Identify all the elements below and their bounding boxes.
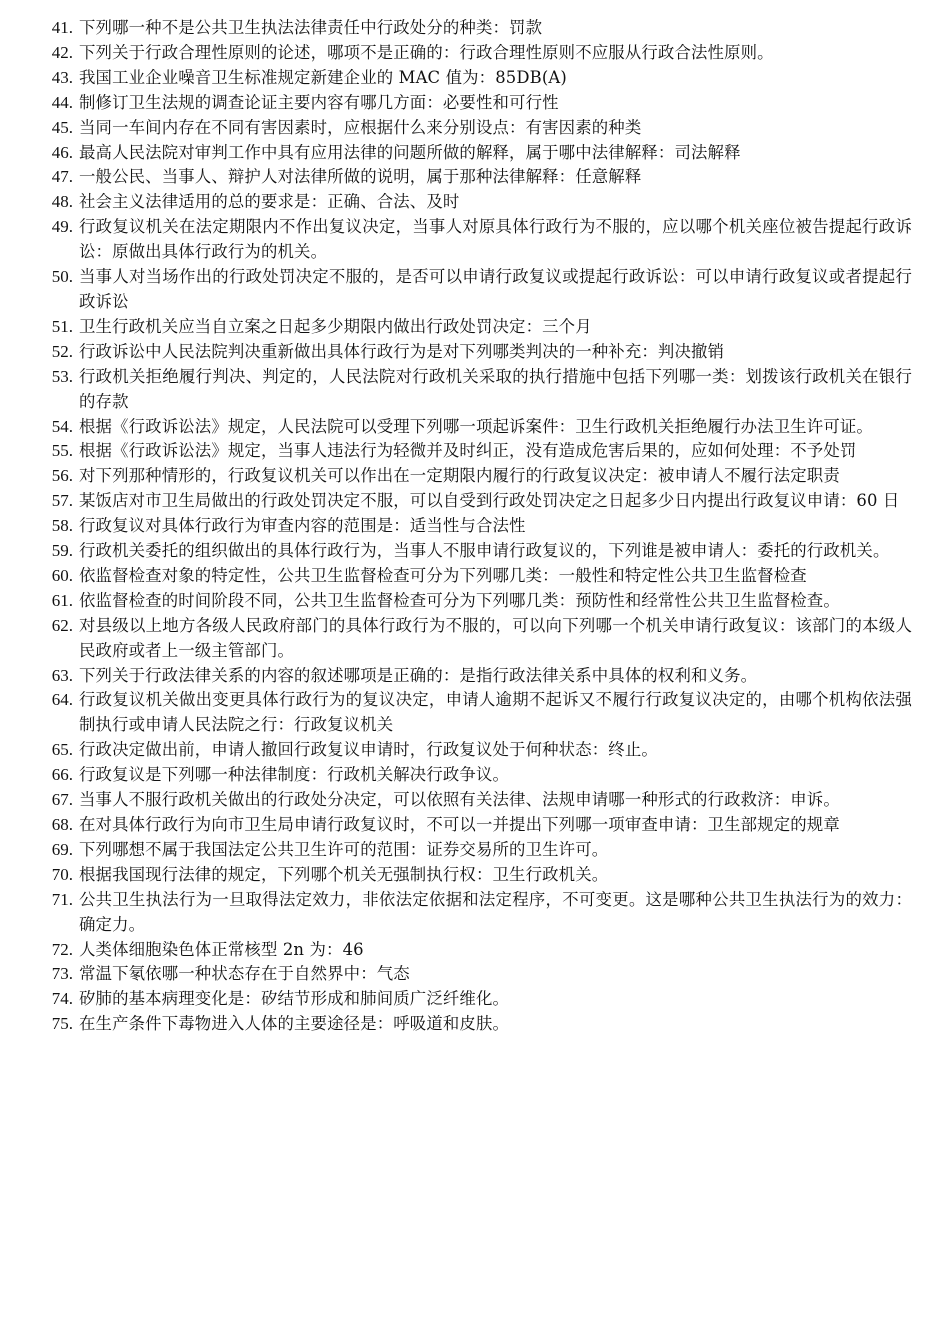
item-number: 63. [51,665,73,685]
list-item [38,16,912,41]
item-text: 行政机关拒绝履行判决、判定的，人民法院对行政机关采取的执行措施中包括下列哪一类：划拨该行政机关在银行的存款 [79,366,912,411]
item-number: 75. [51,1014,73,1034]
item-number: 68. [51,815,73,834]
item-number: 45. [51,117,73,137]
item-text: 行政机关委托的组织做出的具体行政行为，当事人不服申请行政复议的，下列谁是被申请人：委托的行政机关。 [79,541,890,561]
item-text: 下列关于行政合理性原则的论述，哪项不是正确的：行政合理性原则不应服从行政合法性原则。 [79,42,774,62]
item-number: 46. [51,142,73,162]
list-item [38,813,912,838]
item-text: 当同一车间内存在不同有害因素时，应根据什么来分别设点：有害因素的种类 [79,117,642,137]
list-item [38,340,912,365]
list-item [38,838,912,863]
item-text: 对下列那种情形的，行政复议机关可以作出在一定期限内履行的行政复议决定：被申请人不履行法定职责 [79,466,840,486]
item-number: 49. [51,217,73,237]
item-number: 64. [51,690,73,710]
list-item [38,464,912,489]
list-item [38,415,912,440]
list-item [38,41,912,66]
item-text: 某饭店对市卫生局做出的行政处罚决定不服，可以自受到行政处罚决定之日起多少日内提出行政复议申请：60 日 [79,491,900,511]
list-item [38,91,912,116]
item-text: 根据我国现行法律的规定，下列哪个机关无强制执行权：卫生行政机关。 [79,864,609,884]
list-item [38,614,912,664]
list-item [38,190,912,215]
item-text: 行政决定做出前，申请人撤回行政复议申请时，行政复议处于何种状态：终止。 [79,740,658,760]
item-text: 对县级以上地方各级人民政府部门的具体行政行为不服的，可以向下列哪一个机关申请行政复议：该部门的本级人民政府或者上一级主管部门。 [79,615,912,660]
item-number: 53. [51,366,73,386]
item-text: 行政复议机关在法定期限内不作出复议决定，当事人对原具体行政行为不服的，应以哪个机关座位被告提起行政诉讼：原做出具体行政行为的机关。 [79,217,912,262]
item-number: 73. [51,964,73,984]
item-text: 当事人对当场作出的行政处罚决定不服的，是否可以申请行政复议或提起行政诉讼：可以申请行政复议或者提起行政诉讼 [79,267,912,311]
list-item [38,738,912,763]
list-item [38,215,912,265]
item-text: 矽肺的基本病理变化是：矽结节形成和肺间质广泛纤维化。 [79,989,510,1009]
list-item [38,763,912,788]
list-item [38,141,912,166]
list-item [38,788,912,813]
item-number: 70. [51,864,73,884]
item-text: 一般公民、当事人、辩护人对法律所做的说明，属于那种法律解释：任意解释 [79,167,642,187]
item-text: 行政复议是下列哪一种法律制度：行政机关解决行政争议。 [79,765,510,785]
item-number: 74. [51,989,73,1009]
item-number: 41. [51,18,73,37]
item-number: 58. [51,516,73,536]
list-item [38,1012,912,1037]
item-number: 44. [51,92,73,112]
item-text: 行政复议对具体行政行为审查内容的范围是：适当性与合法性 [79,516,526,536]
item-text: 行政诉讼中人民法院判决重新做出具体行政行为是对下列哪类判决的一种补充：判决撤销 [79,341,725,361]
item-number: 57. [51,491,73,511]
list-item [38,315,912,340]
item-number: 47. [51,167,73,187]
item-number: 56. [51,466,73,486]
item-text: 在对具体行政行为向市卫生局申请行政复议时，不可以一并提出下列哪一项审查申请：卫生部规定的规章 [79,815,840,834]
item-text: 下列关于行政法律关系的内容的叙述哪项是正确的：是指行政法律关系中具体的权利和义务。 [79,665,758,685]
item-number: 50. [51,267,73,287]
item-number: 54. [51,416,73,436]
item-text: 人类体细胞染色体正常核型 2n 为：46 [79,939,364,959]
list-item [38,66,912,91]
item-text: 最高人民法院对审判工作中具有应用法律的问题所做的解释，属于哪中法律解释：司法解释 [79,142,741,162]
list-item [38,962,912,987]
list-item [38,888,912,938]
item-number: 55. [51,441,73,461]
list-item [38,564,912,589]
item-number: 42. [51,42,73,62]
item-number: 65. [51,740,73,760]
item-number: 61. [51,590,73,610]
item-text: 根据《行政诉讼法》规定，人民法院可以受理下列哪一项起诉案件：卫生行政机关拒绝履行办法卫生许可证。 [79,416,873,436]
list-item [38,489,912,514]
item-text: 我国工业企业噪音卫生标准规定新建企业的 MAC 值为：85DB(A) [79,67,567,87]
item-text: 常温下氡依哪一种状态存在于自然界中：气态 [79,964,410,984]
item-text: 当事人不服行政机关做出的行政处分决定，可以依照有关法律、法规申请哪一种形式的行政救济：申诉。 [79,790,840,810]
list-item [38,365,912,415]
item-number: 60. [51,565,73,585]
item-text: 下列哪想不属于我国法定公共卫生许可的范围：证券交易所的卫生许可。 [79,839,609,859]
item-number: 43. [51,67,73,87]
list-item [38,688,912,738]
item-number: 66. [51,765,73,785]
item-text: 行政复议机关做出变更具体行政行为的复议决定，申请人逾期不起诉又不履行行政复议决定的，由哪个机构依法强制执行或申请人民法院之行：行政复议机关 [79,690,912,735]
item-number: 59. [51,541,73,561]
list-item [38,265,912,315]
list-item [38,439,912,464]
item-number: 52. [51,341,73,361]
item-text: 依监督检查的时间阶段不同，公共卫生监督检查可分为下列哪几类：预防性和经常性公共卫生监督检查。 [79,590,840,610]
item-number: 72. [51,939,73,959]
list-item [38,589,912,614]
item-text: 下列哪一种不是公共卫生执法法律责任中行政处分的种类：罚款 [79,18,543,37]
item-text: 卫生行政机关应当自立案之日起多少期限内做出行政处罚决定：三个月 [79,316,592,336]
list-item [38,165,912,190]
item-number: 69. [51,839,73,859]
list-item [38,539,912,564]
item-text: 社会主义法律适用的总的要求是：正确、合法、及时 [79,192,460,212]
item-text: 制修订卫生法规的调查论证主要内容有哪几方面：必要性和可行性 [79,92,559,112]
item-text: 在生产条件下毒物进入人体的主要途径是：呼吸道和皮肤。 [79,1014,510,1034]
item-number: 71. [51,889,73,909]
item-number: 48. [51,192,73,212]
list-item [38,863,912,888]
list-item [38,116,912,141]
item-text: 根据《行政诉讼法》规定，当事人违法行为轻微并及时纠正，没有造成危害后果的，应如何处理：不予处罚 [79,441,857,461]
question-answer-list [38,16,912,1037]
list-item [38,938,912,963]
list-item [38,514,912,539]
list-item [38,664,912,689]
item-number: 67. [51,790,73,810]
item-text: 依监督检查对象的特定性，公共卫生监督检查可分为下列哪几类：一般性和特定性公共卫生监督检查 [79,565,807,585]
list-item [38,987,912,1012]
item-number: 62. [51,615,73,635]
item-number: 51. [51,316,73,336]
item-text: 公共卫生执法行为一旦取得法定效力，非依法定依据和法定程序，不可变更。这是哪种公共卫生执法行为的效力：确定力。 [79,889,912,934]
